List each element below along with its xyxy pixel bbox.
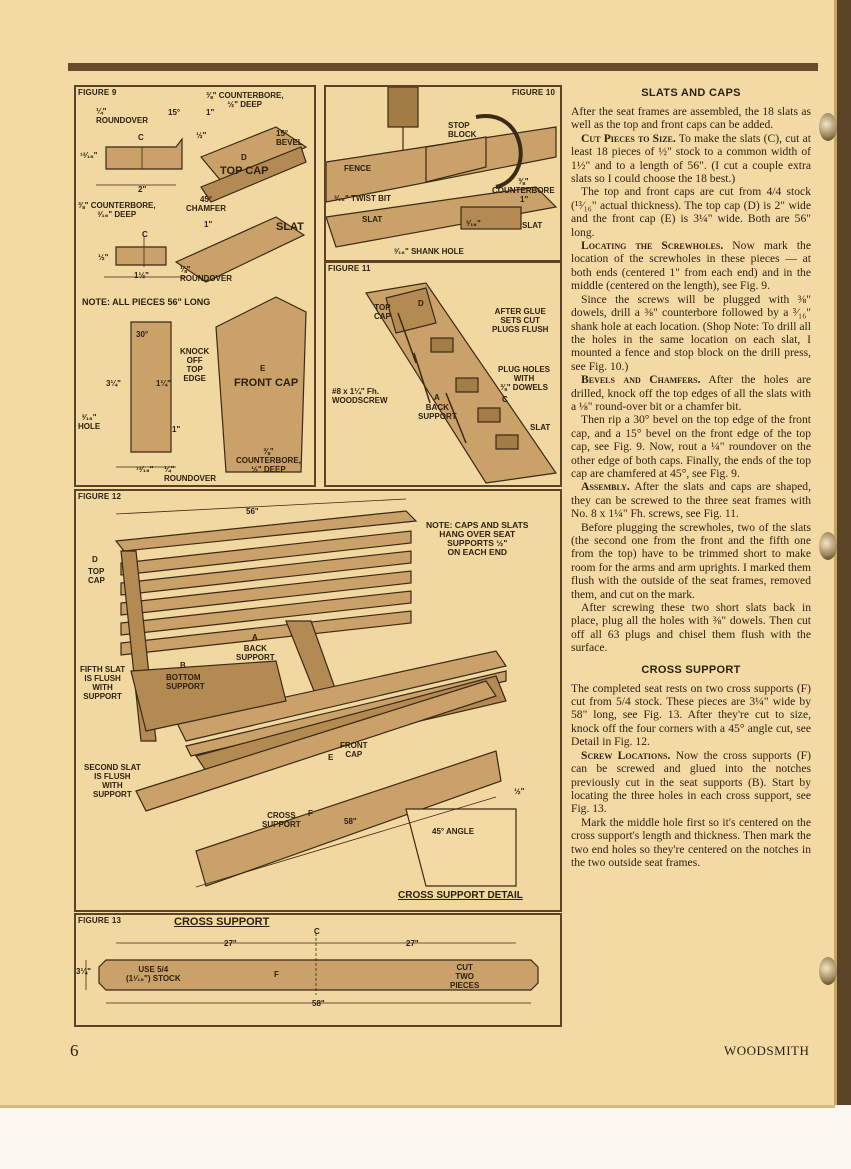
top-cap-label: TOP CAP	[220, 165, 269, 177]
part-c-marker: C	[502, 395, 508, 404]
knock-off-label: KNOCK OFF TOP EDGE	[180, 347, 210, 383]
bottom-support-label: BOTTOM SUPPORT	[166, 673, 205, 691]
dimension-label: 1¼"	[156, 379, 171, 388]
angle-label: 30°	[136, 330, 149, 339]
top-cap-label: TOP CAP	[374, 303, 391, 321]
fence-label: FENCE	[344, 164, 372, 173]
paragraph-text: Now mark the location of the screwholes in these pieces — at both ends (centered 1" from each end) and in the middle (centered on the length), see Fig. 9.	[571, 239, 811, 293]
second-slat-label: SECOND SLAT IS FLUSH WITH SUPPORT	[84, 763, 141, 799]
paragraph-text: Now the cross supports (F) can be screwed and glued into the notches previously cut in the seat supports (B). Start by locating the three holes in each cross support, see Fig. 13.	[571, 748, 811, 816]
paragraph	[571, 132, 811, 186]
dimension-label: 1"	[206, 108, 215, 117]
back-support-label: BACK SUPPORT	[418, 403, 457, 421]
bevel-label: 15° BEVEL	[276, 129, 303, 147]
stop-block-label: STOP BLOCK	[448, 121, 477, 139]
slat-label: SLAT	[362, 215, 383, 224]
paragraph: Mark the middle hole first so it's centered on the cross support's length and thickness. Then mark the two end holes so they're centered on the notches in the two outside seat frames.	[571, 815, 811, 869]
dimension-label: 2"	[138, 185, 147, 194]
slat-label: SLAT	[530, 423, 551, 432]
angle-label: 15°	[168, 108, 181, 117]
paragraph	[571, 480, 811, 520]
binder-ring-icon	[819, 532, 837, 560]
run-in-heading: Cut Pieces to Size.	[581, 131, 676, 145]
figure-9-label: FIGURE 9	[78, 88, 117, 97]
paragraph: Before plugging the screwholes, two of the slats (the second one from the front and the fifth one from the top) have to be trimmed short to make room for the arms and arm uprights. I marked them flush with the outside of the seat frames, removed them, and cut on the mark.	[571, 520, 811, 601]
note-label: NOTE: ALL PIECES 56" LONG	[82, 297, 211, 307]
scan-shadow	[0, 1105, 835, 1108]
paragraph: After screwing these two short slats back in place, plug all the holes with ⅜" dowels. Then cut off all 63 plugs and chisel them flush with the surface.	[571, 601, 811, 655]
part-e-marker: E	[260, 364, 266, 373]
paragraph: The completed seat rests on two cross supports (F) cut from 5/4 stock. These pieces are 3¼" wide by 58" long, see Fig. 13. After they're cut to size, knock off the four corners with a 45° angle cut, see Detail in Fig. 12.	[571, 681, 811, 749]
part-c-marker: C	[138, 133, 144, 142]
dimension-label: 3¼"	[76, 967, 91, 976]
figure-11	[324, 261, 562, 487]
detail-caption: CROSS SUPPORT DETAIL	[398, 890, 523, 901]
part-a-marker: A	[252, 633, 258, 642]
paragraph	[571, 239, 811, 293]
page-number: 6	[70, 1041, 79, 1060]
note-label: NOTE: CAPS AND SLATS HANG OVER SEAT SUPPORTS ½" ON EACH END	[426, 520, 529, 557]
dimension-label: 3¼"	[106, 379, 121, 388]
roundover-label: ¼" ROUNDOVER	[96, 107, 149, 125]
run-in-heading: Bevels and Chamfers.	[581, 373, 701, 387]
section-heading: SLATS AND CAPS	[641, 87, 741, 99]
paragraph	[571, 373, 811, 413]
counterbore-label: ⅜" COUNTERBORE	[492, 177, 555, 195]
run-in-heading: Screw Locations.	[581, 748, 671, 762]
part-f-marker: F	[308, 809, 313, 818]
dimension-label: 56"	[246, 507, 259, 516]
paragraph-text: To make the slats (C), cut at least 18 pieces of ½" stock to a common width of 1½" and to a length of 56". (I cut a couple extra slats so I could choose the 18 best.)	[571, 131, 811, 186]
figure-10-label: FIGURE 10	[512, 88, 556, 97]
dimension-label: ½"	[196, 131, 207, 140]
slat-profile-drawing	[106, 139, 182, 169]
top-cap-label: TOP CAP	[88, 567, 105, 585]
part-f-marker: F	[274, 970, 279, 979]
part-d-marker: D	[418, 299, 424, 308]
dimension-label: 58"	[312, 999, 325, 1008]
roundover-label: ¼" ROUNDOVER	[164, 465, 217, 483]
dimension-label: 27"	[224, 939, 237, 948]
stock-label: USE 5/4 (1¹⁄₁₆") STOCK	[126, 965, 181, 983]
hole-label: ³⁄₁₆" HOLE	[78, 413, 101, 431]
front-cap-label: FRONT CAP	[340, 741, 368, 759]
figure-12-label: FIGURE 12	[78, 492, 122, 501]
dimension-label: 1"	[172, 425, 181, 434]
slat-label: SLAT	[276, 221, 304, 233]
part-c-marker: C	[142, 230, 148, 239]
counterbore-label: ⅜" COUNTERBORE, ½" DEEP	[236, 447, 301, 474]
after-glue-label: AFTER GLUE SETS CUT PLUGS FLUSH	[492, 307, 549, 334]
paragraph-text: After the slats and caps are shaped, they can be screwed to the three seat frames with No. 8 x 1¼" Fh. screws, see Fig. 11.	[571, 480, 811, 521]
run-in-heading: Locating the Screwholes.	[581, 239, 724, 253]
part-e-marker: E	[328, 753, 334, 762]
paragraph: Since the screws will be plugged with ⅜" dowels, drill a ⅜" counterbore followed by a ³⁄₁₆" shank hole at each location. (Shop Note: To drill all the holes in the same location on each slat, I mounted a fence and stop block on the drill press, see Fig. 10.)	[571, 292, 811, 373]
part-c-marker: C	[314, 927, 320, 936]
cross-support-detail-drawing	[406, 809, 516, 886]
figure-11-label: FIGURE 11	[328, 264, 371, 273]
counterbore-label: ⅜" COUNTERBORE, ½" DEEP	[206, 91, 284, 109]
figure-13-label: FIGURE 13	[78, 916, 122, 925]
header-rule	[68, 63, 818, 71]
figure-10-drawing	[326, 87, 560, 260]
angle-label: 45° ANGLE	[432, 827, 475, 836]
figure-12	[74, 489, 562, 912]
dimension-label: ¹³⁄₁₆"	[136, 465, 154, 474]
dimension-label: 58"	[344, 817, 357, 826]
magazine-name: WOODSMITH	[724, 1043, 810, 1058]
dimension-label: 27"	[406, 939, 419, 948]
part-d-marker: D	[241, 153, 247, 162]
paragraph: After the seat frames are assembled, the 18 slats as well as the top and front caps can be added.	[571, 105, 811, 132]
woodscrew-label: #8 x 1¼" Fh. WOODSCREW	[332, 387, 388, 405]
roundover-label: ⅛" ROUNDOVER	[180, 265, 233, 283]
figure-10	[324, 85, 562, 262]
paragraph: Then rip a 30° bevel on the top edge of the front cap, and a 15° bevel on the front edge of the top cap, see Fig. 9. Now, rout a ¼" roundover on the other edge of both caps. Finally, the ends of the top cap are chamfered at 45°, see Fig. 9.	[571, 413, 811, 480]
shank-hole-label: ³⁄₁₆" SHANK HOLE	[394, 247, 464, 256]
dimension-label: 1½"	[134, 271, 149, 280]
dimension-label: ½"	[514, 787, 525, 796]
section-heading: CROSS SUPPORT	[641, 663, 741, 676]
drill-chuck-drawing	[388, 87, 418, 127]
dimension-label: ¹³⁄₁₆"	[80, 151, 98, 160]
plug-holes-label: PLUG HOLES WITH ⅜" DOWELS	[498, 365, 551, 392]
counterbore-label: ⅜" COUNTERBORE, ³⁄₁₆" DEEP	[78, 201, 156, 219]
paragraph-text: After the holes are drilled, knock off the top edges of all the slats with a ⅛" round-over bit or a chamfer bit.	[571, 373, 811, 413]
run-in-heading: Assembly.	[581, 480, 630, 494]
cut-label: CUT TWO PIECES	[450, 963, 480, 990]
dimension-label: 1"	[204, 220, 213, 229]
dimension-label: 1"	[520, 195, 529, 204]
dimension-label: ³⁄₁₆"	[466, 219, 481, 228]
slat-label: SLAT	[522, 221, 543, 230]
article-column	[571, 87, 811, 869]
paragraph	[571, 749, 811, 816]
binder-spine	[837, 0, 851, 1105]
front-cap-label: FRONT CAP	[234, 377, 299, 389]
part-a-marker: A	[434, 393, 440, 402]
binder-ring-icon	[819, 113, 837, 141]
scan-margin	[0, 1105, 851, 1169]
twist-bit-label: ³⁄₁₆" TWIST BIT	[334, 194, 391, 203]
paragraph: The top and front caps are cut from 4/4 stock (¹³⁄₁₆" actual thickness). The top cap (D) is 2" wide and the front cap (E) is 3¼" wide. Both are 56" long.	[571, 185, 811, 239]
figure-9	[74, 85, 316, 487]
back-support-label: BACK SUPPORT	[236, 644, 275, 662]
binder-ring-icon	[819, 957, 837, 985]
figure-13	[74, 913, 562, 1027]
fifth-slat-label: FIFTH SLAT IS FLUSH WITH SUPPORT	[80, 665, 126, 701]
chamfer-label: 45° CHAMFER	[186, 195, 226, 213]
figure-13-title: CROSS SUPPORT	[174, 916, 270, 928]
cross-support-label: CROSS SUPPORT	[262, 811, 301, 829]
part-b-marker: B	[180, 661, 186, 670]
slat-end-drawing	[116, 247, 166, 265]
dimension-label: ½"	[98, 253, 109, 262]
part-d-marker: D	[92, 555, 98, 564]
